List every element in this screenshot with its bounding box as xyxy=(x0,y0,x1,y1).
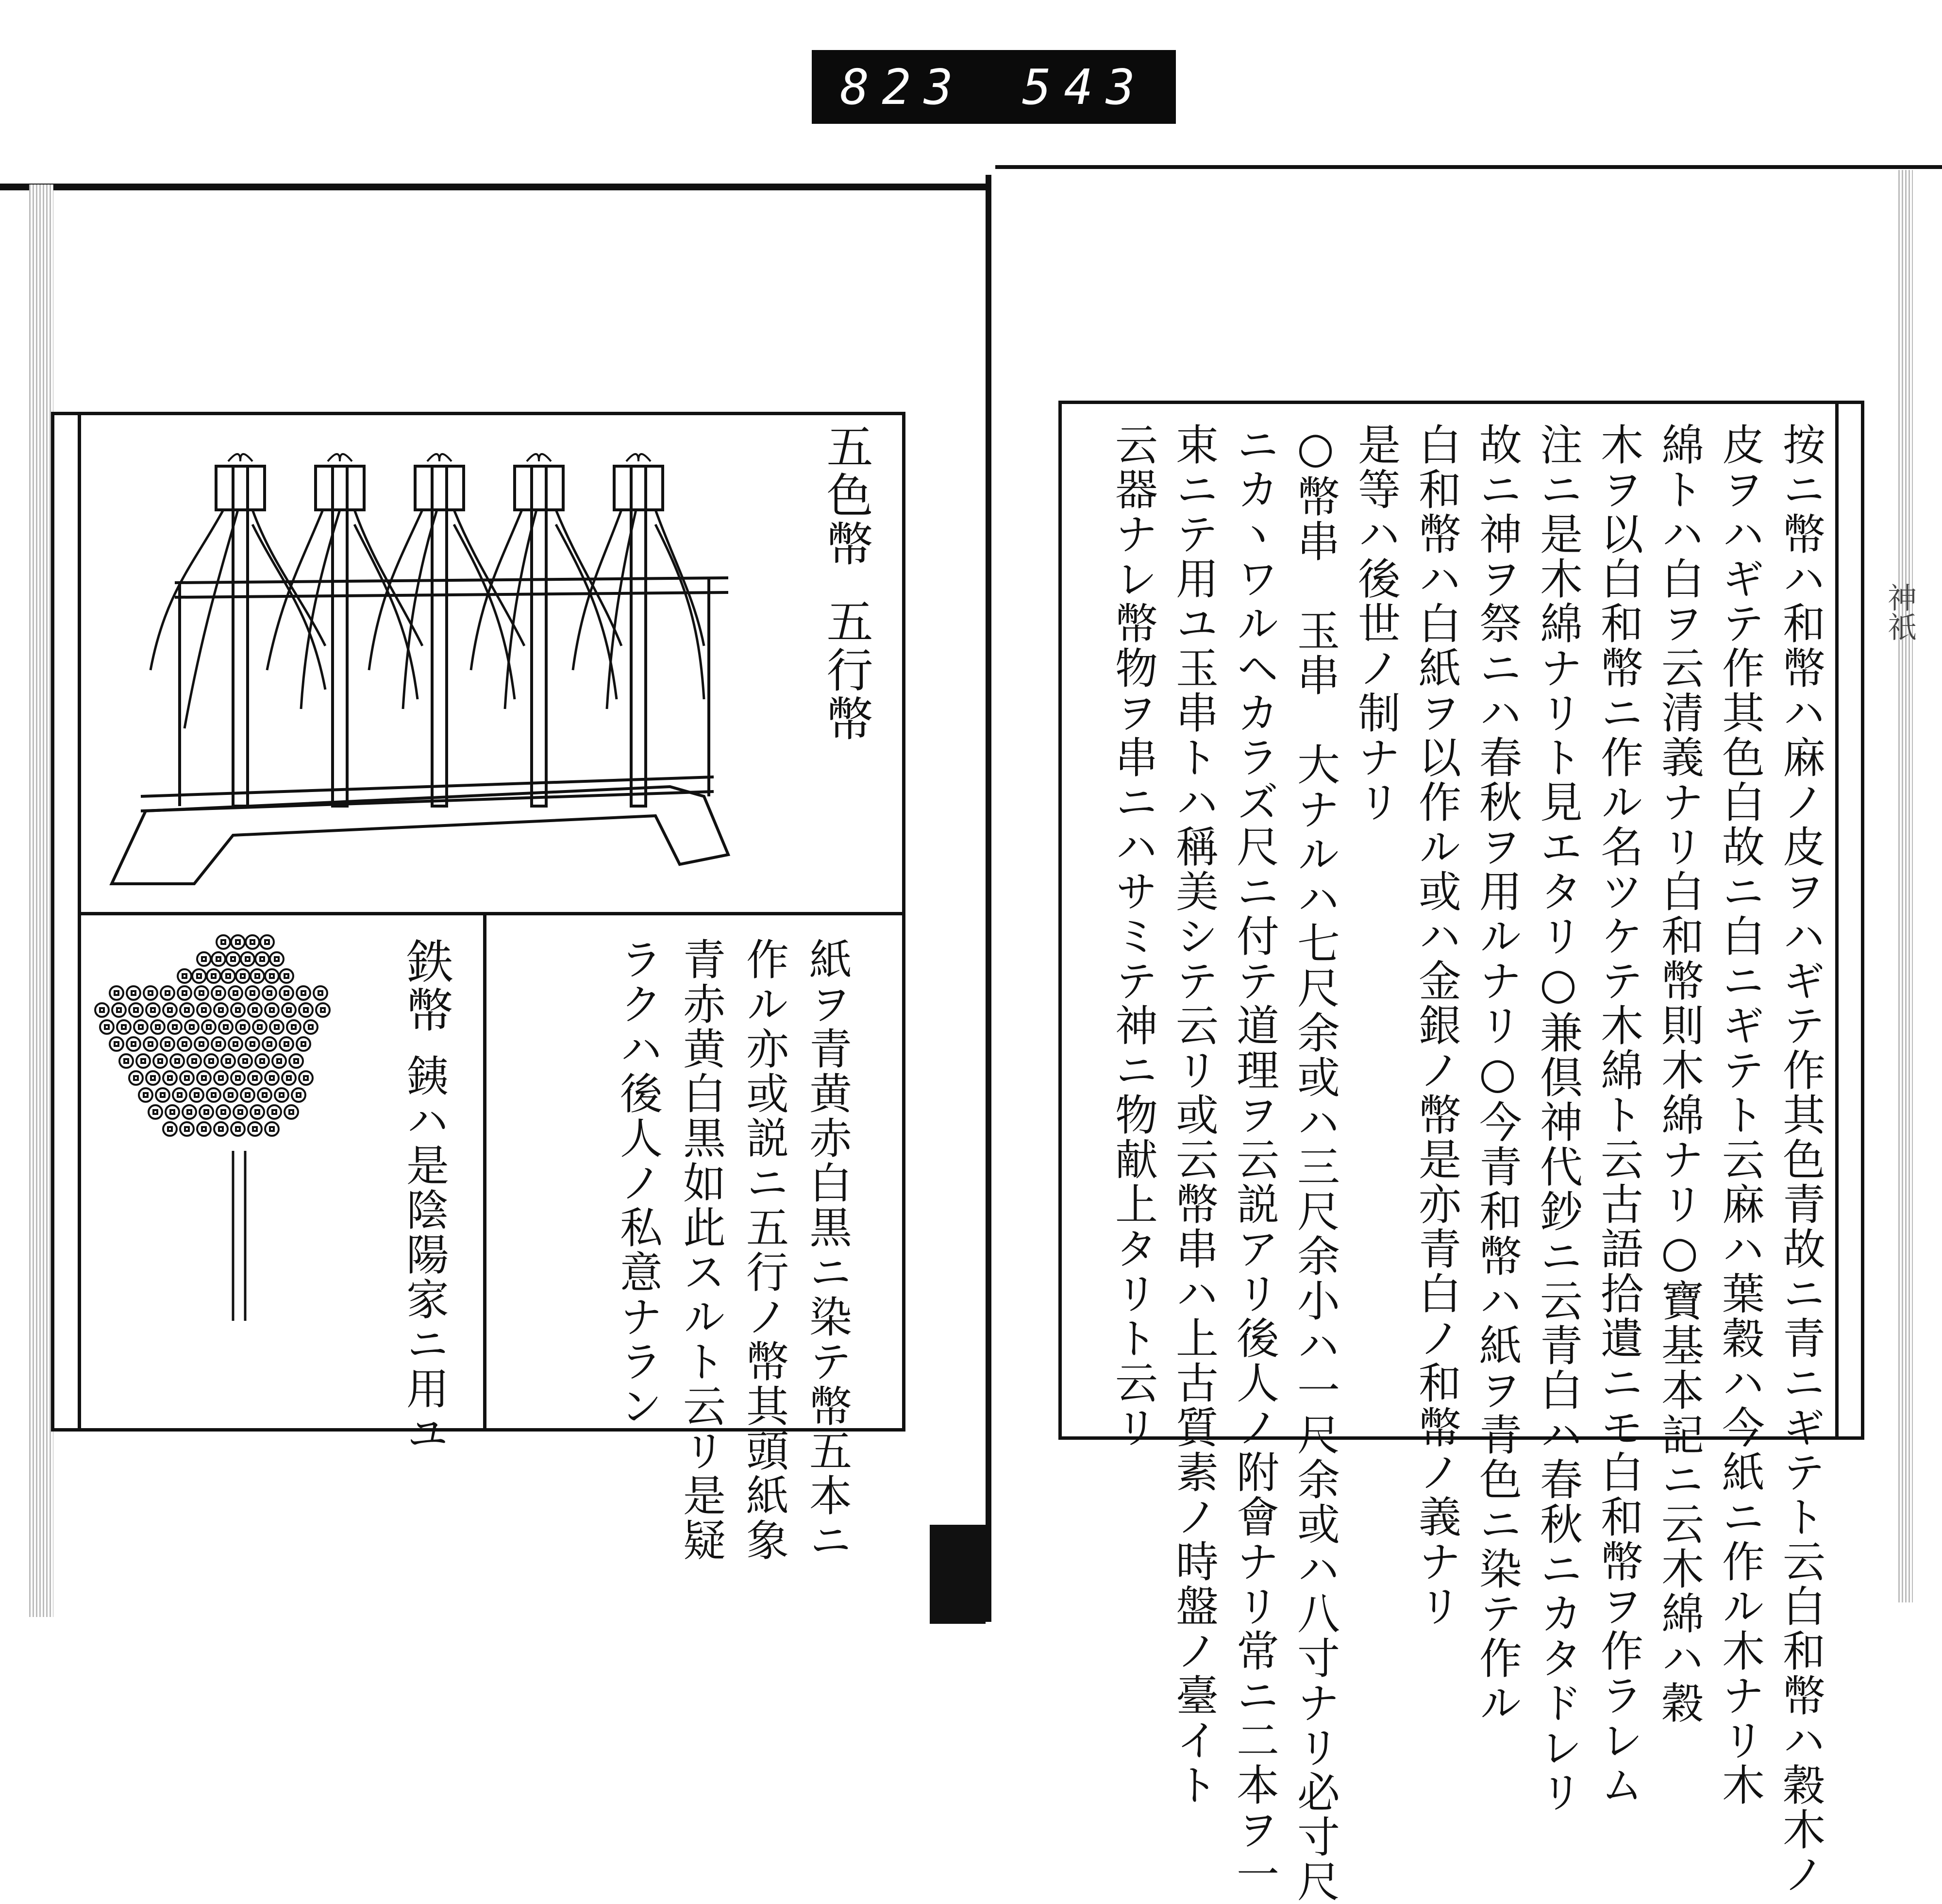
coin-hole xyxy=(297,1093,301,1097)
coin-hole xyxy=(260,957,264,961)
coin xyxy=(229,1037,242,1051)
coin-hole xyxy=(221,940,225,944)
left-page-top-edge xyxy=(0,184,986,190)
coin xyxy=(156,1088,169,1102)
coin xyxy=(214,1122,228,1136)
coin xyxy=(221,969,235,983)
coin xyxy=(110,1037,123,1051)
coin-hole xyxy=(270,1008,274,1012)
coin-hole xyxy=(294,1059,298,1063)
coin xyxy=(195,1037,208,1051)
coin-hole xyxy=(105,1025,109,1029)
coin-hole xyxy=(207,1025,211,1029)
coin xyxy=(178,969,191,983)
coin-hole xyxy=(255,1110,259,1114)
coin-hole xyxy=(270,974,274,978)
coin-hole xyxy=(236,1127,240,1131)
coin-hole xyxy=(168,1008,172,1012)
coin xyxy=(236,969,250,983)
coin-hole xyxy=(202,1127,206,1131)
coin xyxy=(163,1122,177,1136)
scan-number-label xyxy=(812,50,1176,124)
coin xyxy=(246,935,259,949)
text-column-1: 按ニ幣ハ和幣ハ麻ノ皮ヲハギテ作其色青故ニ青ニギテト云白和幣ハ穀木ノ xyxy=(1776,422,1826,1897)
coin-hole xyxy=(197,974,201,978)
note-column-1: 紙ヲ青黄赤白黒ニ染テ幣五本ニ xyxy=(803,937,853,1563)
coin xyxy=(178,986,191,1000)
coin-hole xyxy=(166,1042,169,1046)
gohei-rack-illustration xyxy=(97,437,777,903)
coin xyxy=(285,1105,298,1119)
binding-block xyxy=(930,1525,986,1624)
coin xyxy=(197,1122,211,1136)
coin xyxy=(299,1003,313,1017)
coin xyxy=(185,1020,199,1034)
coin xyxy=(180,1071,194,1085)
note-column-2: 作ル亦或説ニ五行ノ幣其頭紙象 xyxy=(739,937,789,1563)
coin xyxy=(190,1088,203,1102)
coin-hole xyxy=(217,991,220,995)
coin-hole xyxy=(187,1110,191,1114)
coin xyxy=(268,1105,281,1119)
coin-hole xyxy=(183,974,186,978)
coin xyxy=(178,1037,191,1051)
coin-hole xyxy=(221,1110,225,1114)
left-page-stack-edge xyxy=(29,185,53,1617)
coin-hole xyxy=(253,1076,257,1080)
coin xyxy=(226,952,240,966)
coin xyxy=(144,986,157,1000)
coin-hole xyxy=(217,957,220,961)
coin-hole xyxy=(253,1008,257,1012)
right-page-top-edge xyxy=(995,165,1942,169)
coin xyxy=(139,1088,152,1102)
coin-hole xyxy=(192,1059,196,1063)
coin-hole xyxy=(253,1127,257,1131)
text-column-4: 木ヲ以白和幣ニ作ル名ツケテ木綿ト云古語拾遺ニモ白和幣ヲ作ラレム xyxy=(1594,422,1644,1807)
coin xyxy=(183,1105,196,1119)
coin xyxy=(146,1003,160,1017)
coin xyxy=(163,1003,177,1017)
coin xyxy=(292,1088,305,1102)
coin xyxy=(219,1020,233,1034)
coin xyxy=(316,1003,330,1017)
coin-hole xyxy=(139,1025,143,1029)
coin-hole xyxy=(292,1025,296,1029)
text-column-11: 束ニテ用ユ玉串トハ稱美シテ云リ或云幣串ハ上古質素ノ時盤ノ臺イト xyxy=(1169,422,1219,1807)
coin-hole xyxy=(183,1042,186,1046)
coin-hole xyxy=(285,974,288,978)
coin xyxy=(270,1020,284,1034)
coin xyxy=(280,1037,293,1051)
coin-hole xyxy=(243,1059,247,1063)
coin-hole xyxy=(202,1008,206,1012)
left-page-inner-rule xyxy=(78,412,81,1432)
coin xyxy=(287,1020,301,1034)
coin-hole xyxy=(226,974,230,978)
coin xyxy=(270,952,284,966)
coin-hole xyxy=(158,1059,162,1063)
coin-hole xyxy=(238,1110,242,1114)
coin-hole xyxy=(246,957,250,961)
coin-offering-note: 銕ハ是陰陽家ニ用ユ xyxy=(400,1054,450,1456)
coin xyxy=(129,1003,143,1017)
coin-hole xyxy=(134,1076,138,1080)
coin-hole xyxy=(185,1076,189,1080)
coin xyxy=(146,1071,160,1085)
coin xyxy=(197,1071,211,1085)
coin-hole xyxy=(251,991,254,995)
coin-hole xyxy=(202,957,206,961)
coin-hole xyxy=(219,1008,223,1012)
coin xyxy=(197,952,211,966)
coin xyxy=(289,1054,303,1068)
coin xyxy=(231,1071,245,1085)
coin xyxy=(100,1020,114,1034)
coin-hole xyxy=(321,1008,325,1012)
coin-hole xyxy=(141,1059,145,1063)
coin xyxy=(127,1037,140,1051)
coin-hole xyxy=(270,1127,274,1131)
coin xyxy=(241,1088,254,1102)
coin-hole xyxy=(124,1059,128,1063)
coin-hole xyxy=(132,1042,135,1046)
text-column-9: ○幣串 玉串 大ナルハ七尺余或ハ三尺余小ハ一尺余或ハ八寸ナリ必寸尺 xyxy=(1290,422,1340,1904)
coin xyxy=(272,1054,286,1068)
coin-hole xyxy=(195,1093,199,1097)
coin-hole xyxy=(318,991,322,995)
coin xyxy=(248,1122,262,1136)
coin xyxy=(192,969,206,983)
coin-hole xyxy=(217,1042,220,1046)
right-page-inner-rule xyxy=(1835,401,1839,1440)
coin xyxy=(265,1003,279,1017)
coin-hole xyxy=(100,1008,104,1012)
coin xyxy=(248,1003,262,1017)
coin xyxy=(144,1037,157,1051)
coin xyxy=(275,1088,288,1102)
coin-hole xyxy=(115,991,118,995)
coin xyxy=(161,1037,174,1051)
coin xyxy=(255,1054,269,1068)
coin xyxy=(180,1003,194,1017)
coin xyxy=(187,1054,201,1068)
coin xyxy=(314,986,327,1000)
coin-hole xyxy=(153,1110,157,1114)
coin xyxy=(217,1105,230,1119)
coin xyxy=(246,986,259,1000)
coin-hole xyxy=(229,1093,233,1097)
coin xyxy=(260,935,274,949)
coin-hole xyxy=(204,1110,208,1114)
coin-hole xyxy=(122,1025,126,1029)
coin-hole xyxy=(185,1127,189,1131)
coin xyxy=(263,986,276,1000)
coin-hole xyxy=(304,1008,308,1012)
coin xyxy=(246,1037,259,1051)
coin xyxy=(231,935,245,949)
coin-hole xyxy=(168,1127,172,1131)
coin-offering-illustration xyxy=(87,923,398,1340)
coin xyxy=(112,1003,126,1017)
coin xyxy=(251,1105,264,1119)
coin xyxy=(151,1020,165,1034)
coin xyxy=(212,952,225,966)
coin-hole xyxy=(268,1042,271,1046)
coin xyxy=(195,986,208,1000)
coin xyxy=(221,1054,235,1068)
text-column-5: 注ニ是木綿ナリト見エタリ○兼倶神代鈔ニ云青白ハ春秋ニカタドレリ xyxy=(1533,422,1583,1815)
coin-hole xyxy=(212,974,216,978)
coin-hole xyxy=(115,1042,118,1046)
coin-hole xyxy=(236,940,240,944)
coin-hole xyxy=(151,1008,155,1012)
coin-hole xyxy=(173,1025,177,1029)
coin xyxy=(204,1054,218,1068)
coin xyxy=(234,1105,247,1119)
coin xyxy=(197,1003,211,1017)
coin xyxy=(248,1071,262,1085)
coin-hole xyxy=(219,1127,223,1131)
coin-hole xyxy=(149,1042,152,1046)
coin-hole xyxy=(285,1042,288,1046)
coin xyxy=(280,969,293,983)
coin-hole xyxy=(144,1093,148,1097)
scan-number-left: 823 xyxy=(840,58,966,116)
coin-hole xyxy=(301,1042,305,1046)
coin xyxy=(263,1037,276,1051)
coin xyxy=(265,1071,279,1085)
coin-hole xyxy=(263,1093,267,1097)
coin-hole xyxy=(202,1076,206,1080)
coin xyxy=(251,969,264,983)
coin xyxy=(117,1020,131,1034)
coin xyxy=(129,1071,143,1085)
coin-hole xyxy=(212,1093,216,1097)
coin-offering-title: 鉄幣 xyxy=(399,937,453,1034)
coin-hole xyxy=(175,1059,179,1063)
text-column-2: 皮ヲハギテ作其色白故ニ白ニギテト云麻ハ葉穀ハ今紙ニ作ル木ナリ木 xyxy=(1715,422,1765,1807)
coin-hole xyxy=(258,1025,262,1029)
coin-hole xyxy=(272,1110,276,1114)
illustration-title-1: 五色幣 xyxy=(819,422,873,568)
coin-hole xyxy=(304,1076,308,1080)
coin xyxy=(282,1071,296,1085)
coin-hole xyxy=(156,1025,160,1029)
coin-hole xyxy=(251,940,254,944)
coin xyxy=(297,986,310,1000)
coin-hole xyxy=(185,1008,189,1012)
coin xyxy=(168,1020,182,1034)
coin-hole xyxy=(149,991,152,995)
text-column-6: 故ニ神ヲ祭ニハ春秋ヲ用ルナリ○今青和幣ハ紙ヲ青色ニ染テ作ル xyxy=(1473,422,1523,1725)
coin-hole xyxy=(234,991,237,995)
coin-hole xyxy=(236,1076,240,1080)
text-column-8: 是等ハ後世ノ制ナリ xyxy=(1351,422,1401,825)
coin xyxy=(153,1054,167,1068)
coin xyxy=(265,969,279,983)
coin-hole xyxy=(275,1025,279,1029)
coin-hole xyxy=(270,1076,274,1080)
coin xyxy=(173,1088,186,1102)
coin xyxy=(304,1020,318,1034)
coin xyxy=(238,1054,252,1068)
note-column-4: ラクハ後人ノ私意ナラン xyxy=(613,937,663,1429)
coin-hole xyxy=(275,957,279,961)
coin-hole xyxy=(178,1093,182,1097)
coin xyxy=(297,1037,310,1051)
coin-hole xyxy=(166,991,169,995)
coin xyxy=(212,1037,225,1051)
coin xyxy=(255,952,269,966)
coin-hole xyxy=(301,991,305,995)
right-page-stack-edge xyxy=(1898,170,1913,1602)
coin xyxy=(229,986,242,1000)
coin xyxy=(180,1122,194,1136)
coin xyxy=(282,1003,296,1017)
page-gutter xyxy=(986,175,991,1622)
illustration-title-2: 五行幣 xyxy=(819,597,873,743)
coin-hole xyxy=(170,1110,174,1114)
coin-hole xyxy=(161,1093,165,1097)
coin xyxy=(231,1003,245,1017)
coin-hole xyxy=(219,1076,223,1080)
coin-hole xyxy=(309,1025,313,1029)
coin-hole xyxy=(132,991,135,995)
coin-hole xyxy=(280,1093,284,1097)
coin xyxy=(166,1105,179,1119)
coin-hole xyxy=(255,974,259,978)
coin-hole xyxy=(117,1008,121,1012)
coin-hole xyxy=(226,1059,230,1063)
coin xyxy=(127,986,140,1000)
coin-hole xyxy=(287,1008,291,1012)
coin xyxy=(231,1122,245,1136)
coin-hole xyxy=(224,1025,228,1029)
note-column-3: 青赤黄白黒如此スルト云リ是疑 xyxy=(676,937,726,1563)
text-column-7: 白和幣ハ白紙ヲ以作ル或ハ金銀ノ幣是亦青白ノ和幣ノ義ナリ xyxy=(1412,422,1462,1629)
coin xyxy=(265,1122,279,1136)
coin-hole xyxy=(209,1059,213,1063)
text-column-12: 云器ナレ幣物ヲ串ニハサミテ神ニ物献上タリト云リ xyxy=(1108,422,1158,1450)
coin xyxy=(200,1105,213,1119)
coin-hole xyxy=(241,1025,245,1029)
scan-number-right: 543 xyxy=(1022,58,1148,116)
coin xyxy=(207,969,220,983)
coin xyxy=(136,1054,150,1068)
coin-hole xyxy=(268,991,271,995)
left-page-subdivider xyxy=(483,915,486,1432)
coin-hole xyxy=(234,1042,237,1046)
coin xyxy=(134,1020,148,1034)
coin xyxy=(212,986,225,1000)
coin xyxy=(110,986,123,1000)
coin xyxy=(217,935,230,949)
coin xyxy=(299,1071,313,1085)
coin xyxy=(95,1003,109,1017)
coin xyxy=(119,1054,133,1068)
coin-hole xyxy=(231,957,235,961)
coin xyxy=(170,1054,184,1068)
coin xyxy=(149,1105,162,1119)
coin-hole xyxy=(241,974,245,978)
coin xyxy=(214,1071,228,1085)
coin-hole xyxy=(236,1008,240,1012)
coin-hole xyxy=(287,1076,291,1080)
coin-hole xyxy=(289,1110,293,1114)
coin xyxy=(214,1003,228,1017)
coin xyxy=(163,1071,177,1085)
coin-hole xyxy=(190,1025,194,1029)
coin-hole xyxy=(200,1042,203,1046)
coin-hole xyxy=(134,1008,138,1012)
coin-hole xyxy=(277,1059,281,1063)
coin-hole xyxy=(200,991,203,995)
text-column-10: ニカヽワルヘカラズ尺ニ付テ道理ヲ云説アリ後人ノ附會ナリ常ニ二本ヲ一 xyxy=(1230,422,1280,1897)
coin-hole xyxy=(265,940,269,944)
text-column-3: 綿トハ白ヲ云清義ナリ白和幣則木綿ナリ○寶基本記ニ云木綿ハ穀 xyxy=(1655,422,1705,1725)
coin xyxy=(258,1088,271,1102)
coin xyxy=(253,1020,267,1034)
coin xyxy=(202,1020,216,1034)
coin xyxy=(236,1020,250,1034)
coin-hole xyxy=(285,991,288,995)
coin xyxy=(241,952,254,966)
coin-hole xyxy=(260,1059,264,1063)
coin-hole xyxy=(168,1076,172,1080)
coin xyxy=(280,986,293,1000)
coin xyxy=(161,986,174,1000)
left-page-divider xyxy=(78,912,905,915)
right-page-header: 神祇 xyxy=(1883,583,1917,641)
coin-hole xyxy=(251,1042,254,1046)
coin-hole xyxy=(246,1093,250,1097)
coin xyxy=(224,1088,237,1102)
coin xyxy=(207,1088,220,1102)
coin-hole xyxy=(151,1076,155,1080)
coin-hole xyxy=(183,991,186,995)
